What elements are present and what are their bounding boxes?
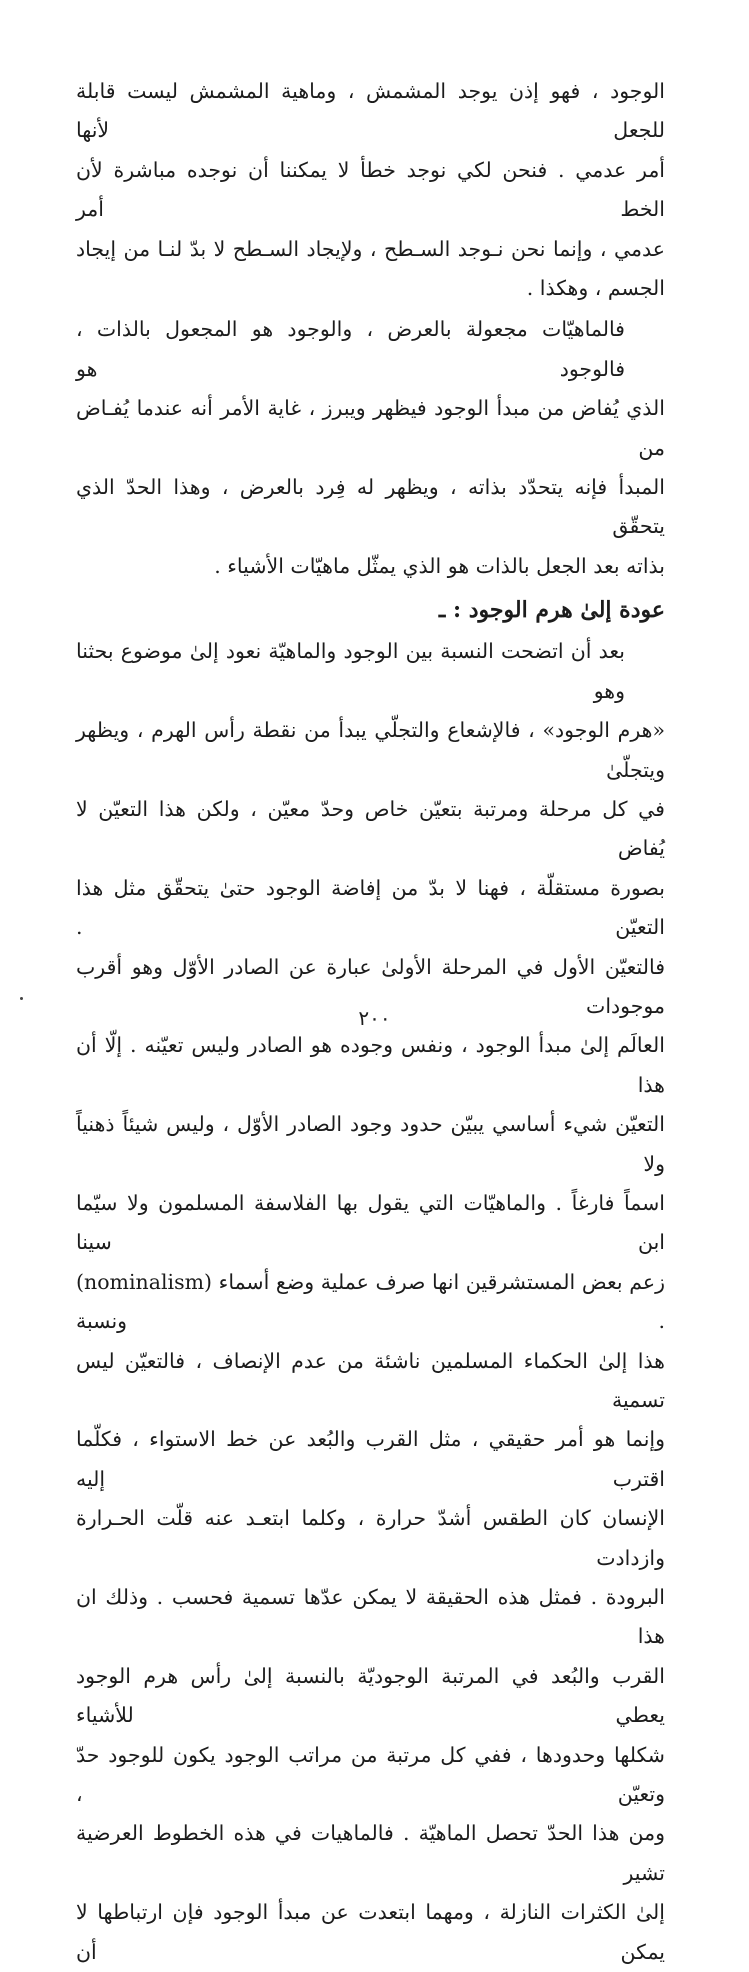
text-line: الجسم ، وهكذا .: [526, 276, 665, 301]
text-line: «هرم الوجود» ، فالإشعاع والتجلّي يبدأ من نقطة رأس الهرم ، ويظهر ويتجلّىٰ: [76, 718, 665, 782]
text-line: إلىٰ الكثرات النازلة ، ومهما ابتعدت عن مبدأ الوجود فإن ارتباطها لا يمكن أن: [76, 1900, 665, 1964]
text-line: فالتعيّن الأول في المرحلة الأولىٰ عبارة عن الصادر الأوّل وهو أقرب موجودات: [76, 954, 665, 1018]
text-line: التعيّن شيء أساسي يبيّن حدود وجود الصادر الأوّل ، وليس شيئاً ذهنياً ولا: [76, 1112, 665, 1176]
text-line: هذا إلىٰ الحكماء المسلمين ناشئة من عدم الإنصاف ، فالتعيّن ليس تسمية: [76, 1348, 665, 1412]
text-line: بعد أن اتضحت النسبة بين الوجود والماهيّة نعود إلىٰ موضوع بحثنا وهو: [76, 639, 625, 703]
paragraph-1: [76, 72, 665, 308]
text-line: بصورة مستقلّة ، فهنا لا بدّ من إفاضة الوجود حتىٰ يتحقّق مثل هذا التعيّن .: [76, 875, 665, 940]
section-heading: عودة إلىٰ هرم الوجود : ـ: [438, 597, 665, 624]
text-line: الإنسان كان الطقس أشدّ حرارة ، وكلما ابتعـد عنه قلّت الحـرارة وازدادت: [76, 1506, 665, 1570]
text-line: زعم بعض المستشرقين انها صرف عملية وضع أسماء (nominalism) . ونسبة: [76, 1269, 665, 1334]
margin-mark: [20, 997, 23, 1000]
text-line: وإنما هو أمر حقيقي ، مثل القرب والبُعد عن خط الاستواء ، فكلّما اقترب إليه: [76, 1427, 665, 1491]
text-line: فالماهيّات مجعولة بالعرض ، والوجود هو المجعول بالذات ، فالوجود هو: [76, 317, 625, 381]
text-line: المبدأ فإنه يتحدّد بذاته ، ويظهر له فِرد بالعرض ، وهذا الحدّ الذي يتحقّق: [76, 475, 665, 539]
text-line: العالَم إلىٰ مبدأ الوجود ، ونفس وجوده هو الصادر وليس تعيّنه . إلّا أن هذا: [76, 1033, 665, 1097]
text-line: في كل مرحلة ومرتبة بتعيّن خاص وحدّ معيّن ، ولكن هذا التعيّن لا يُفاض: [76, 796, 665, 861]
paragraph-3: [76, 632, 665, 1972]
text-line: اسماً فارغاً . والماهيّات التي يقول بها الفلاسفة المسلمون ولا سيّما ابن سينا: [76, 1190, 665, 1255]
text-line: الذي يُفاض من مبدأ الوجود فيظهر ويبرز ، غاية الأمر أنه عندما يُفـاض من: [76, 396, 665, 460]
paragraph-2: [76, 310, 665, 586]
page-number: ٢٠٠: [358, 1006, 391, 1030]
text-line: الوجود ، فهو إذن يوجد المشمش ، وماهية المشمش ليست قابلة للجعل لأنها: [76, 79, 665, 143]
text-line: عدمي ، وإنما نحن نـوجد السـطح ، ولإيجاد السـطح لا بدّ لنـا من إيجاد: [76, 236, 665, 261]
text-line: بذاته بعد الجعل بالذات هو الذي يمثّل ماهيّات الأشياء .: [214, 553, 665, 578]
text-line: البرودة . فمثل هذه الحقيقة لا يمكن عدّها تسمية فحسب . وذلك ان هذا: [76, 1585, 665, 1649]
text-line: شكلها وحدودها ، ففي كل مرتبة من مراتب الوجود يكون للوجود حدّ وتعيّن ،: [76, 1742, 665, 1807]
text-line: ومن هذا الحدّ تحصل الماهيّة . فالماهيات في هذه الخطوط العرضية تشير: [76, 1821, 665, 1885]
text-line: القرب والبُعد في المرتبة الوجوديّة بالنسبة إلىٰ رأس هرم الوجود يعطي للأشياء: [76, 1663, 665, 1728]
text-line: أمر عدمي . فنحن لكي نوجد خطأ لا يمكننا أن نوجده مباشرة لأن الخط أمر: [76, 157, 665, 222]
